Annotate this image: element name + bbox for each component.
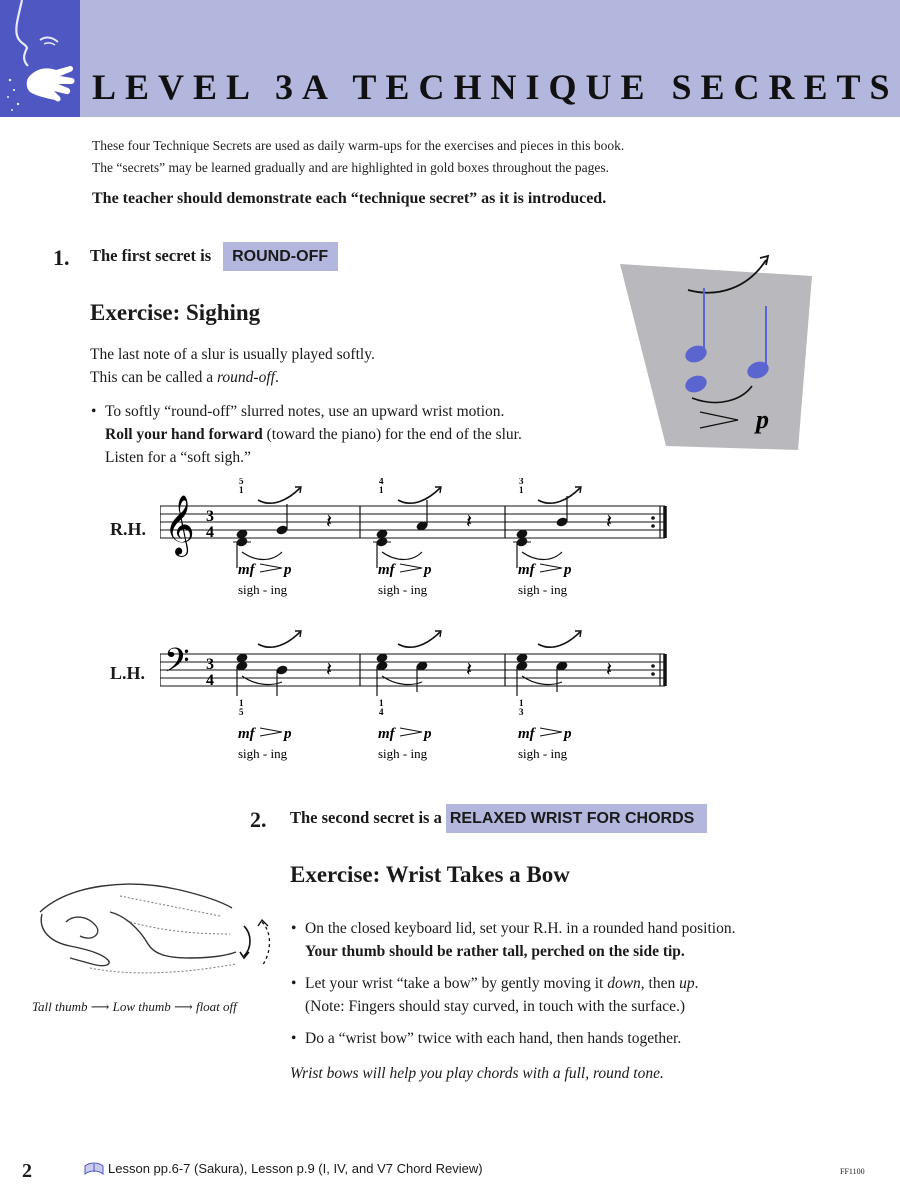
bullet-1-line-2: Your thumb should be rather tall, perched on the side tip.	[305, 943, 685, 960]
quarter-rest-icon: 𝄽	[606, 657, 613, 681]
dynamic-mf: mf	[518, 562, 535, 578]
quarter-rest-icon: 𝄽	[326, 657, 333, 681]
quarter-rest-icon: 𝄽	[466, 657, 473, 681]
exercise-2-title: Exercise: Wrist Takes a Bow	[290, 862, 570, 887]
fingering: 1	[239, 698, 244, 708]
section-2-highlight: RELAXED WRIST FOR CHORDS	[446, 804, 707, 833]
slur	[522, 552, 562, 560]
lyric: sigh - ing	[378, 582, 428, 597]
decrescendo	[260, 728, 282, 736]
slur	[382, 676, 422, 684]
repeat-dot	[651, 672, 655, 676]
caption-arrow-icon: ⟶	[174, 999, 193, 1014]
fingering: 1	[379, 485, 384, 495]
lyric: sigh - ing	[238, 582, 288, 597]
treble-staff	[160, 478, 665, 597]
dynamic-mf: mf	[238, 726, 255, 742]
dynamic-p: p	[564, 726, 572, 742]
fingering: 5	[239, 478, 244, 486]
decrescendo	[260, 564, 282, 572]
round-off-arrow	[538, 488, 580, 503]
quarter-rest-icon: 𝄽	[466, 509, 473, 533]
fingering: 1	[519, 485, 524, 495]
hand-face-icon	[0, 0, 80, 117]
fingering: 3	[519, 707, 524, 717]
fingering: 4	[379, 478, 384, 486]
bullet-line-3: Listen for a “soft sigh.”	[105, 449, 251, 466]
dynamic-mf: mf	[238, 562, 255, 578]
page-number: 2	[22, 1160, 32, 1182]
lh-label: L.H.	[110, 663, 146, 683]
section-1-lead: The first secret is	[90, 246, 212, 265]
time-signature-bottom: 4	[206, 672, 214, 689]
repeat-dot	[651, 524, 655, 528]
time-signature-top: 3	[206, 508, 214, 525]
section-2-heading	[290, 808, 707, 828]
caption-arrow-icon: ⟶	[90, 999, 110, 1014]
intro-line-2: The “secrets” may be learned gradually and are highlighted in gold boxes throughout the pages.	[92, 160, 609, 175]
page-title: LEVEL 3A TECHNIQUE SECRETS	[92, 67, 899, 107]
fingering: 3	[519, 478, 524, 486]
paragraph-line-2: This can be called a round-off.	[90, 369, 279, 386]
slur	[382, 552, 422, 560]
music-notation	[160, 478, 680, 768]
fingering: 1	[519, 698, 524, 708]
rh-label: R.H.	[110, 519, 146, 539]
treble-clef-icon: 𝄞	[164, 495, 195, 555]
bullet-3: • Do a “wrist bow” twice with each hand, then hands together.	[305, 1027, 735, 1050]
lesson-book-icon	[83, 1162, 105, 1176]
exercise-1-title: Exercise: Sighing	[90, 300, 261, 325]
book-code: FF1100	[840, 1167, 865, 1176]
bullet-line-2: Roll your hand forward (toward the piano) for the end of the slur.	[105, 426, 522, 443]
dynamic-p: p	[424, 726, 432, 742]
illustration-dynamic: p	[756, 405, 769, 434]
teacher-note: The teacher should demonstrate each “technique secret” as it is introduced.	[92, 190, 607, 207]
section-2-number: 2.	[250, 807, 267, 832]
lesson-reference: Lesson pp.6-7 (Sakura), Lesson p.9 (I, IV, and V7 Chord Review)	[108, 1161, 483, 1176]
fingering: 1	[239, 485, 244, 495]
decrescendo	[540, 564, 562, 572]
quarter-rest-icon: 𝄽	[606, 509, 613, 533]
dynamic-p: p	[424, 562, 432, 578]
repeat-dot	[651, 516, 655, 520]
bullet-2-line-2: (Note: Fingers should stay curved, in touch with the surface.)	[305, 998, 686, 1015]
header-logo	[0, 0, 80, 117]
lyric: sigh - ing	[378, 746, 428, 761]
round-off-term: round-off	[216, 369, 275, 386]
decrescendo	[400, 728, 422, 736]
round-off-arrow	[538, 632, 580, 647]
lyric: sigh - ing	[518, 746, 568, 761]
time-signature-top: 3	[206, 656, 214, 673]
bullet-1-line-1: • On the closed keyboard lid, set your R.H. in a rounded hand position.	[305, 917, 735, 940]
bullet-2-line-1: • Let your wrist “take a bow” by gently moving it down, then up.	[305, 972, 735, 995]
quarter-rest-icon: 𝄽	[326, 509, 333, 533]
dynamic-p: p	[284, 726, 292, 742]
round-off-arrow	[398, 488, 440, 503]
section-1-heading	[90, 246, 338, 266]
section-1-highlight: ROUND-OFF	[223, 242, 338, 271]
dynamic-mf: mf	[378, 726, 395, 742]
round-off-arrow	[258, 488, 300, 503]
round-off-arrow	[398, 632, 440, 647]
bass-clef-icon: 𝄢	[164, 642, 190, 688]
round-off-arrow	[258, 632, 300, 647]
dynamic-mf: mf	[518, 726, 535, 742]
bullet-line-1: • To softly “round-off” slurred notes, use an upward wrist motion.	[105, 400, 522, 423]
section-2-lead: The second secret is a	[290, 808, 442, 827]
decrescendo	[400, 564, 422, 572]
slur	[242, 676, 282, 684]
lyric: sigh - ing	[238, 746, 288, 761]
repeat-dot	[651, 664, 655, 668]
time-signature-bottom: 4	[206, 524, 214, 541]
lyric: sigh - ing	[518, 582, 568, 597]
dynamic-mf: mf	[378, 562, 395, 578]
hand-drawing	[30, 872, 280, 987]
exercise-2-bullets	[305, 917, 735, 1050]
section-1-number: 1.	[53, 245, 70, 270]
hand-caption: Tall thumb ⟶ Low thumb ⟶ float off	[32, 999, 237, 1014]
closing-note: Wrist bows will help you play chords with a full, round tone.	[290, 1065, 664, 1082]
decrescendo	[540, 728, 562, 736]
intro-line-1: These four Technique Secrets are used as daily warm-ups for the exercises and pieces in this book.	[92, 138, 625, 153]
dynamic-p: p	[284, 562, 292, 578]
fingering: 1	[379, 698, 384, 708]
bass-staff	[160, 631, 665, 761]
dynamic-p: p	[564, 562, 572, 578]
round-off-illustration	[618, 248, 818, 458]
paragraph-line-1: The last note of a slur is usually played softly.	[90, 346, 375, 363]
slur	[522, 676, 562, 684]
slur	[242, 552, 282, 560]
fingering: 5	[239, 707, 244, 717]
fingering: 4	[379, 707, 384, 717]
exercise-1-paragraph	[90, 343, 375, 389]
exercise-1-bullet	[105, 400, 522, 469]
